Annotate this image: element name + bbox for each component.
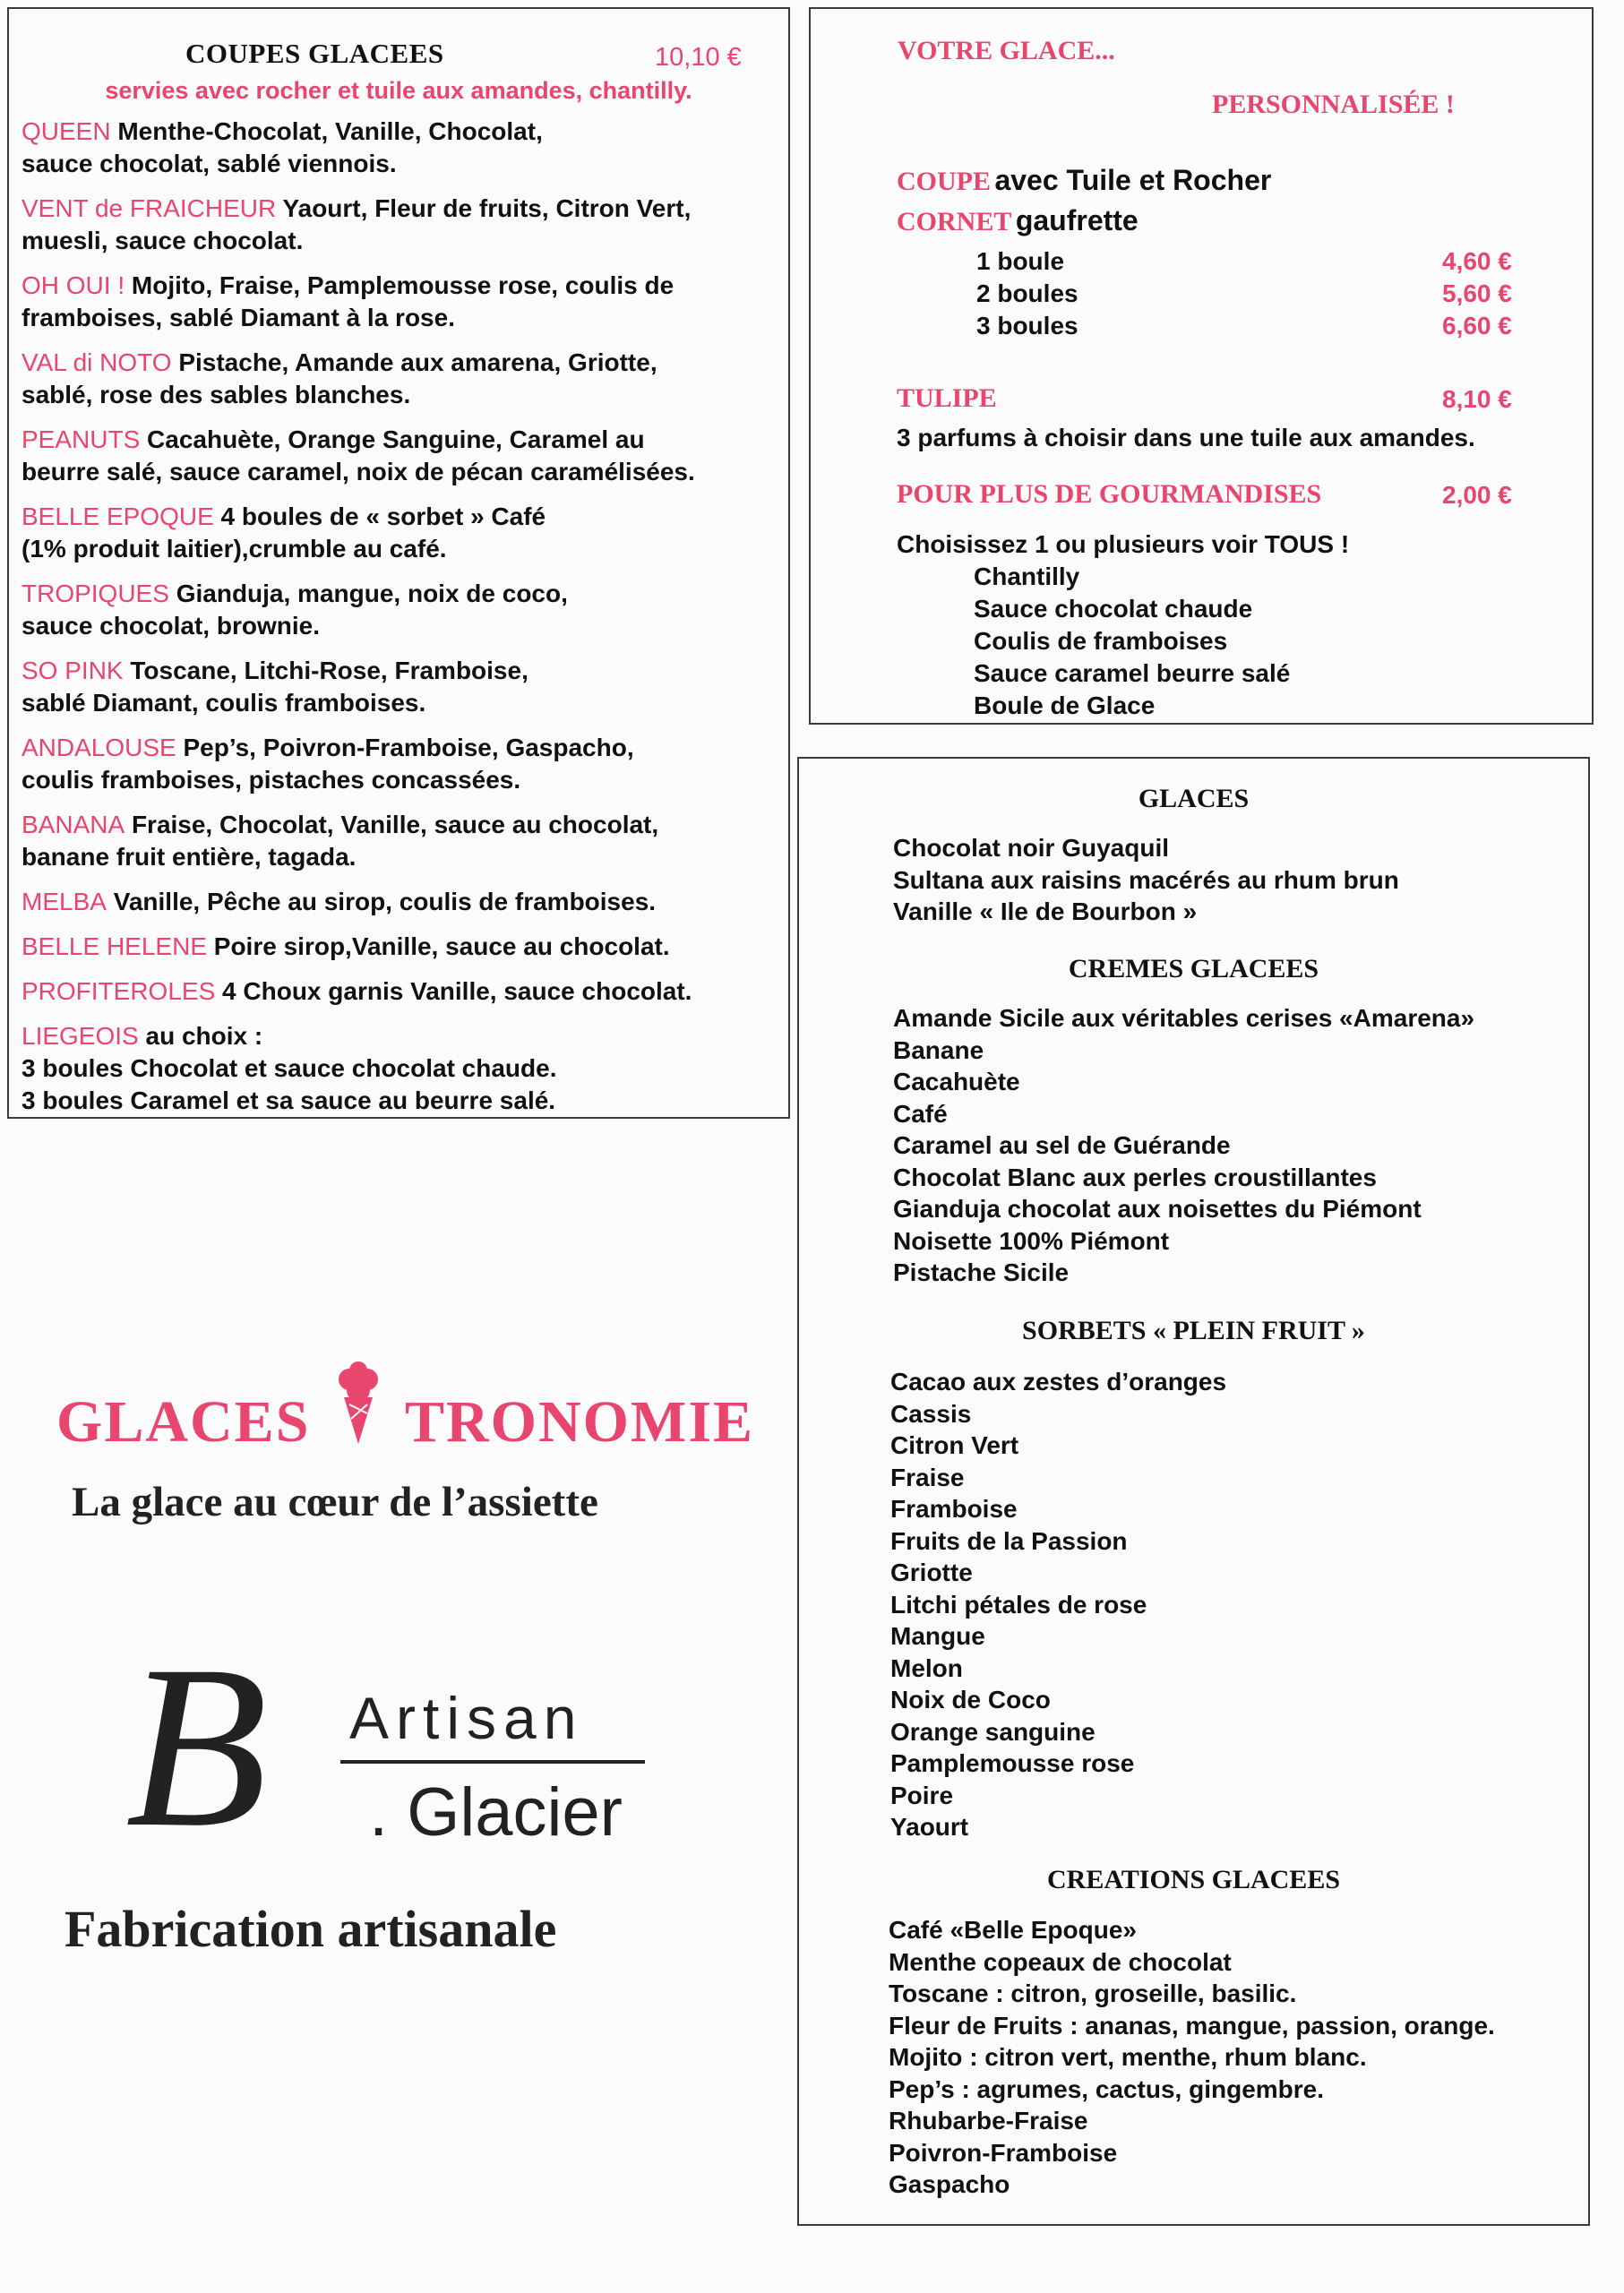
sorbets-item: Mangue bbox=[890, 1622, 985, 1650]
coupe-item-name: VAL di NOTO bbox=[21, 348, 172, 376]
coupe-item-name: BANANA bbox=[21, 811, 125, 838]
coupe-item-line bbox=[21, 655, 776, 687]
logo-letter: B bbox=[125, 1618, 268, 1876]
cremes-item: Cacahuète bbox=[893, 1068, 1020, 1095]
creations-item: Toscane : citron, groseille, basilic. bbox=[889, 1980, 1297, 2007]
gourmandises-label: POUR PLUS DE GOURMANDISES bbox=[897, 479, 1322, 509]
coupe-item-line bbox=[21, 931, 776, 963]
extra-item: Sauce caramel beurre salé bbox=[974, 659, 1291, 687]
sorbets-item: Litchi pétales de rose bbox=[890, 1590, 1147, 1619]
coupes-title: COUPES GLACEES bbox=[185, 38, 444, 69]
coupe-item bbox=[21, 809, 776, 873]
sorbets-item: Citron Vert bbox=[890, 1431, 1019, 1459]
fabrication-text: Fabrication artisanale bbox=[64, 1900, 557, 1958]
coupe-item-name: BELLE EPOQUE bbox=[21, 502, 214, 530]
logo-rule bbox=[340, 1760, 645, 1765]
coupe-item-line bbox=[21, 270, 776, 302]
extra-item: Boule de Glace bbox=[974, 691, 1156, 719]
sorbets-item: Cacao aux zestes d’oranges bbox=[890, 1368, 1227, 1396]
coupe-item bbox=[21, 193, 776, 257]
coupe-item-line bbox=[21, 302, 776, 334]
ice-cream-cone-icon bbox=[331, 1361, 387, 1447]
coupe-item-text: Vanille, Pêche au sirop, coulis de framboises. bbox=[113, 888, 657, 915]
coupe-item-line bbox=[21, 456, 776, 488]
tulipe-price: 8,10 € bbox=[1442, 385, 1512, 413]
coupe-item-line bbox=[21, 809, 776, 841]
cremes-item: Chocolat Blanc aux perles croustillantes bbox=[893, 1163, 1377, 1191]
votre-glace-section bbox=[809, 7, 1594, 725]
coupe-item-line bbox=[21, 841, 776, 873]
coupe-item bbox=[21, 424, 776, 488]
cornet-line bbox=[897, 204, 1139, 237]
coupe-item-line bbox=[21, 1085, 776, 1117]
coupe-text: avec Tuile et Rocher bbox=[994, 164, 1272, 196]
coupe-item-text: Cacahuète, Orange Sanguine, Caramel au bbox=[147, 425, 645, 453]
coupe-item-text: sauce chocolat, brownie. bbox=[21, 612, 320, 640]
coupe-item bbox=[21, 732, 776, 796]
size-price: 6,60 € bbox=[1442, 312, 1512, 339]
sorbets-item: Melon bbox=[890, 1653, 963, 1682]
coupe-item-name: LIEGEOIS bbox=[21, 1022, 139, 1050]
coupe-item-name: ANDALOUSE bbox=[21, 734, 176, 761]
gourmandises-price: 2,00 € bbox=[1442, 481, 1512, 509]
logo-glacier: . Glacier bbox=[369, 1774, 623, 1851]
coupe-item bbox=[21, 270, 776, 334]
cremes-item: Pistache Sicile bbox=[893, 1258, 1070, 1286]
coupes-price: 10,10 € bbox=[655, 43, 742, 72]
coupe-item bbox=[21, 1020, 776, 1117]
sorbets-item: Framboise bbox=[890, 1495, 1018, 1523]
coupes-list bbox=[21, 116, 776, 1117]
coupe-item-name: OH OUI ! bbox=[21, 271, 125, 299]
coupe-item-name: QUEEN bbox=[21, 117, 111, 145]
cremes-item: Caramel au sel de Guérande bbox=[893, 1131, 1231, 1159]
coupe-item-line bbox=[21, 424, 776, 456]
coupe-item-text: au choix : bbox=[145, 1022, 263, 1050]
brand-glaces-word: GLACES bbox=[56, 1389, 311, 1455]
sorbets-item: Cassis bbox=[890, 1399, 972, 1428]
sorbets-item: Fruits de la Passion bbox=[890, 1526, 1128, 1555]
coupe-item-line bbox=[21, 610, 776, 642]
coupe-item-text: Yaourt, Fleur de fruits, Citron Vert, bbox=[282, 194, 692, 222]
sorbets-item: Yaourt bbox=[890, 1813, 969, 1841]
creations-item: Gaspacho bbox=[889, 2170, 1010, 2198]
size-price: 5,60 € bbox=[1442, 279, 1512, 307]
tulipe-label: TULIPE bbox=[897, 383, 997, 413]
cornet-text: gaufrette bbox=[1015, 204, 1139, 236]
coupe-item-text: coulis framboises, pistaches concassées. bbox=[21, 766, 521, 794]
cremes-title: CREMES GLACEES bbox=[1068, 954, 1319, 983]
coupe-item-line bbox=[21, 764, 776, 796]
creations-item: Poivron-Framboise bbox=[889, 2138, 1118, 2167]
tulipe-desc: 3 parfums à choisir dans une tuile aux amandes. bbox=[897, 424, 1475, 451]
sorbets-item: Orange sanguine bbox=[890, 1717, 1096, 1746]
sorbets-list bbox=[890, 1366, 1226, 1843]
coupe-item bbox=[21, 501, 776, 565]
coupe-item-text: beurre salé, sauce caramel, noix de pécan caramélisées. bbox=[21, 458, 695, 485]
coupe-item-text: 3 boules Chocolat et sauce chocolat chaude. bbox=[21, 1054, 557, 1082]
coupe-label: COUPE bbox=[897, 167, 991, 196]
coupe-item-line bbox=[21, 975, 776, 1008]
coupe-item-text: 4 Choux garnis Vanille, sauce chocolat. bbox=[222, 977, 692, 1005]
coupe-item-text: sablé Diamant, coulis framboises. bbox=[21, 689, 426, 717]
coupe-item-line bbox=[21, 116, 776, 148]
coupe-item bbox=[21, 116, 776, 180]
coupe-item-line bbox=[21, 225, 776, 257]
cornet-label: CORNET bbox=[897, 207, 1012, 236]
extra-item: Sauce chocolat chaude bbox=[974, 595, 1253, 623]
flavours-section bbox=[797, 757, 1590, 2226]
coupe-item-text: sablé, rose des sables blanches. bbox=[21, 381, 411, 408]
coupe-item-text: Menthe-Chocolat, Vanille, Chocolat, bbox=[117, 117, 543, 145]
sorbets-item: Poire bbox=[890, 1781, 954, 1809]
coupe-item-line bbox=[21, 379, 776, 411]
creations-title: CREATIONS GLACEES bbox=[1046, 1865, 1341, 1894]
cremes-item: Café bbox=[893, 1099, 948, 1128]
coupe-item-text: muesli, sauce chocolat. bbox=[21, 227, 304, 254]
coupe-item bbox=[21, 655, 776, 719]
cremes-item: Amande Sicile aux véritables cerises «Amarena» bbox=[893, 1004, 1475, 1032]
creations-item: Menthe copeaux de chocolat bbox=[889, 1947, 1232, 1976]
coupe-item-name: SO PINK bbox=[21, 657, 124, 684]
coupes-subtitle: servies avec rocher et tuile aux amandes, chantilly. bbox=[105, 77, 692, 104]
coupe-item bbox=[21, 347, 776, 411]
coupe-item-text: Mojito, Fraise, Pamplemousse rose, coulis de bbox=[131, 271, 675, 299]
size-label: 1 boule bbox=[976, 247, 1065, 275]
coupe-item-text: framboises, sablé Diamant à la rose. bbox=[21, 304, 455, 331]
extra-item: Coulis de framboises bbox=[974, 627, 1228, 655]
coupe-item-line bbox=[21, 886, 776, 918]
coupe-item-line bbox=[21, 732, 776, 764]
size-label: 3 boules bbox=[976, 312, 1078, 339]
coupe-item-name: BELLE HELENE bbox=[21, 932, 207, 960]
creations-item: Café «Belle Epoque» bbox=[889, 1916, 1137, 1944]
sorbets-item: Noix de Coco bbox=[890, 1686, 1051, 1713]
coupe-item-line bbox=[21, 533, 776, 565]
cremes-item: Banane bbox=[893, 1035, 984, 1064]
coupe-item-line bbox=[21, 1020, 776, 1052]
coupe-item-name: PEANUTS bbox=[21, 425, 141, 453]
coupes-header bbox=[21, 30, 776, 72]
coupe-item bbox=[21, 578, 776, 642]
coupe-item-name: MELBA bbox=[21, 888, 107, 915]
votre-title: VOTRE GLACE... bbox=[898, 36, 1115, 65]
coupe-item-line bbox=[21, 501, 776, 533]
votre-subtitle: PERSONNALISÉE ! bbox=[1212, 90, 1455, 119]
coupe-item-text: Gianduja, mangue, noix de coco, bbox=[176, 580, 568, 607]
coupe-item-text: Poire sirop,Vanille, sauce au chocolat. bbox=[213, 932, 670, 960]
creations-list bbox=[889, 1914, 1495, 2201]
creations-item: Pep’s : agrumes, cactus, gingembre. bbox=[889, 2074, 1325, 2103]
glaces-item: Chocolat noir Guyaquil bbox=[893, 834, 1170, 862]
creations-item: Fleur de Fruits : ananas, mangue, passion, orange. bbox=[889, 2011, 1495, 2040]
sorbets-item: Griotte bbox=[890, 1559, 973, 1586]
coupe-item-line bbox=[21, 347, 776, 379]
size-label: 2 boules bbox=[976, 279, 1078, 307]
logo-artisan: Artisan bbox=[349, 1685, 584, 1751]
coupes-glacees-section bbox=[7, 7, 790, 1119]
coupe-item-name: PROFITEROLES bbox=[21, 977, 216, 1005]
coupe-item bbox=[21, 886, 776, 918]
coupe-item bbox=[21, 931, 776, 963]
sorbets-item: Pamplemousse rose bbox=[890, 1749, 1135, 1777]
cremes-item: Noisette 100% Piémont bbox=[893, 1226, 1170, 1255]
glaces-list bbox=[893, 832, 1399, 928]
glaces-item: Sultana aux raisins macérés au rhum brun bbox=[893, 865, 1399, 894]
coupe-item bbox=[21, 975, 776, 1008]
cremes-list bbox=[893, 1002, 1474, 1289]
glaces-item: Vanille « Ile de Bourbon » bbox=[893, 897, 1198, 925]
sorbets-title: SORBETS « PLEIN FRUIT » bbox=[1022, 1316, 1365, 1345]
brand-tronomie-word: TRONOMIE bbox=[405, 1389, 755, 1455]
choose-text: Choisissez 1 ou plusieurs voir TOUS ! bbox=[897, 530, 1350, 558]
coupe-item-line bbox=[21, 193, 776, 225]
coupe-item-text: banane fruit entière, tagada. bbox=[21, 843, 357, 871]
coupe-item-line bbox=[21, 1052, 776, 1085]
coupe-item-text: Toscane, Litchi-Rose, Framboise, bbox=[130, 657, 528, 684]
brand-tagline: La glace au cœur de l’assiette bbox=[72, 1479, 598, 1525]
coupe-item-text: (1% produit laitier),crumble au café. bbox=[21, 535, 447, 563]
creations-item: Rhubarbe-Fraise bbox=[889, 2107, 1088, 2134]
coupe-item-text: Pep’s, Poivron-Framboise, Gaspacho, bbox=[183, 734, 634, 761]
coupe-item-text: sauce chocolat, sablé viennois. bbox=[21, 150, 397, 177]
sorbets-item: Fraise bbox=[890, 1463, 965, 1491]
size-price: 4,60 € bbox=[1442, 247, 1512, 275]
coupe-item-name: VENT de FRAICHEUR bbox=[21, 194, 277, 222]
cremes-item: Gianduja chocolat aux noisettes du Piémont bbox=[893, 1195, 1422, 1223]
coupe-item-text: 4 boules de « sorbet » Café bbox=[220, 502, 546, 530]
coupe-item-text: Fraise, Chocolat, Vanille, sauce au chocolat, bbox=[131, 811, 659, 838]
glaces-title: GLACES bbox=[1138, 784, 1250, 813]
coupe-item-line bbox=[21, 687, 776, 719]
coupe-item-line bbox=[21, 578, 776, 610]
coupe-item-line bbox=[21, 148, 776, 180]
coupe-item-text: 3 boules Caramel et sa sauce au beurre salé. bbox=[21, 1086, 556, 1114]
coupe-item-name: TROPIQUES bbox=[21, 580, 169, 607]
coupe-item-text: Pistache, Amande aux amarena, Griotte, bbox=[178, 348, 657, 376]
extra-item: Chantilly bbox=[974, 563, 1080, 590]
coupe-line bbox=[897, 164, 1271, 197]
creations-item: Mojito : citron vert, menthe, rhum blanc. bbox=[889, 2043, 1367, 2071]
